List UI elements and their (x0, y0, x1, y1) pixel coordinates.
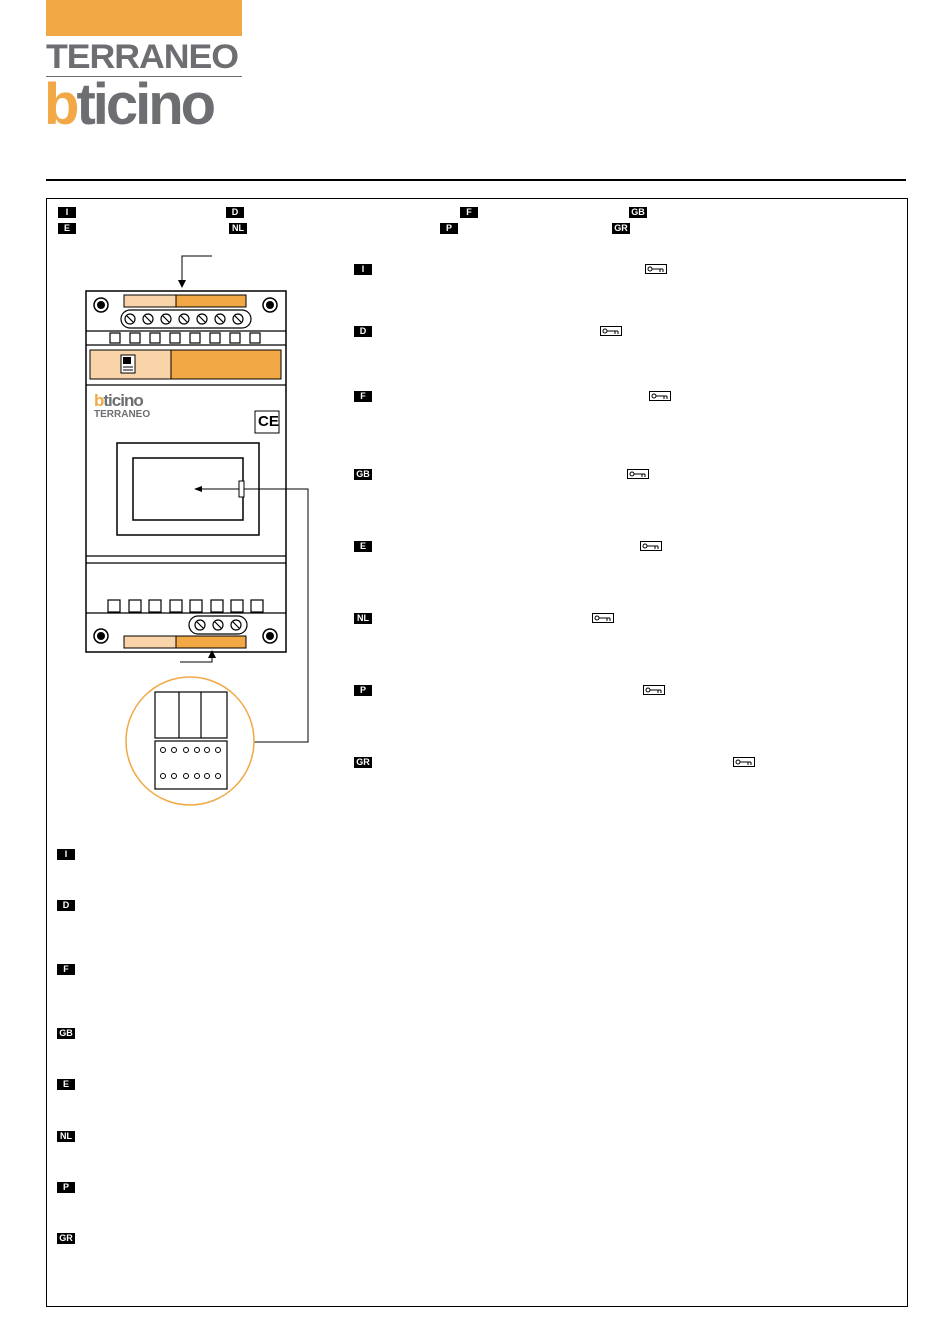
key-icon (649, 391, 671, 401)
bottom-terminal-label-light (124, 636, 176, 648)
bottom-lang-tag: E (57, 1079, 75, 1090)
lang-header-tag: D (226, 207, 244, 218)
bticino-logo-b: b (44, 72, 77, 137)
key-icon (645, 264, 667, 274)
bottom-lang-tag: NL (57, 1131, 75, 1142)
top-terminal-label-orange (176, 295, 246, 307)
device-logo-rest: ticino (103, 391, 143, 410)
right-lang-tag: F (354, 391, 372, 402)
bottom-lang-tag: F (57, 964, 75, 975)
device-logo-b: b (94, 391, 104, 410)
key-icon (733, 757, 755, 767)
lang-header-tag: P (440, 223, 458, 234)
right-lang-tag: GB (354, 469, 372, 480)
display-switch (239, 481, 244, 497)
right-lang-tag: D (354, 326, 372, 337)
lang-header-tag: F (460, 207, 478, 218)
screw-top-right-center (266, 301, 274, 309)
top-arrow-head (178, 280, 186, 288)
bticino-logo-rest: ticino (76, 72, 214, 137)
key-icon (600, 326, 622, 336)
bottom-lang-tag: P (57, 1182, 75, 1193)
bottom-arrow-line (180, 656, 212, 662)
key-icon (627, 469, 649, 479)
terraneo-logo: TERRANEO (46, 38, 238, 76)
bottom-lang-tag: I (57, 849, 75, 860)
ce-mark: CE (258, 413, 279, 430)
key-icon (592, 613, 614, 623)
top-arrow-line (182, 256, 212, 284)
right-lang-tag: P (354, 685, 372, 696)
bottom-lang-tag: GR (57, 1233, 75, 1244)
lang-header-tag: I (58, 207, 76, 218)
top-terminal-label-light (124, 295, 176, 307)
bottom-lang-tag: D (57, 900, 75, 911)
key-icon (640, 541, 662, 551)
device-front-logo (94, 392, 143, 409)
right-lang-tag: E (354, 541, 372, 552)
lang-header-tag: E (58, 223, 76, 234)
bottom-terminal-label-orange (176, 636, 246, 648)
lang-header-tag: NL (229, 223, 247, 234)
label-strip-orange (171, 350, 281, 379)
right-lang-tag: I (354, 264, 372, 275)
key-icon (643, 685, 665, 695)
bottom-terminals (195, 620, 241, 630)
lang-header-tag: GB (629, 207, 647, 218)
bottom-lang-tag: GB (57, 1028, 75, 1039)
device-front-sub-logo: TERRANEO (94, 409, 151, 420)
dip-switch-block (155, 692, 227, 738)
right-lang-tag: GR (354, 757, 372, 768)
screw-top-left-center (97, 301, 105, 309)
right-lang-tag: NL (354, 613, 372, 624)
lang-header-tag: GR (612, 223, 630, 234)
